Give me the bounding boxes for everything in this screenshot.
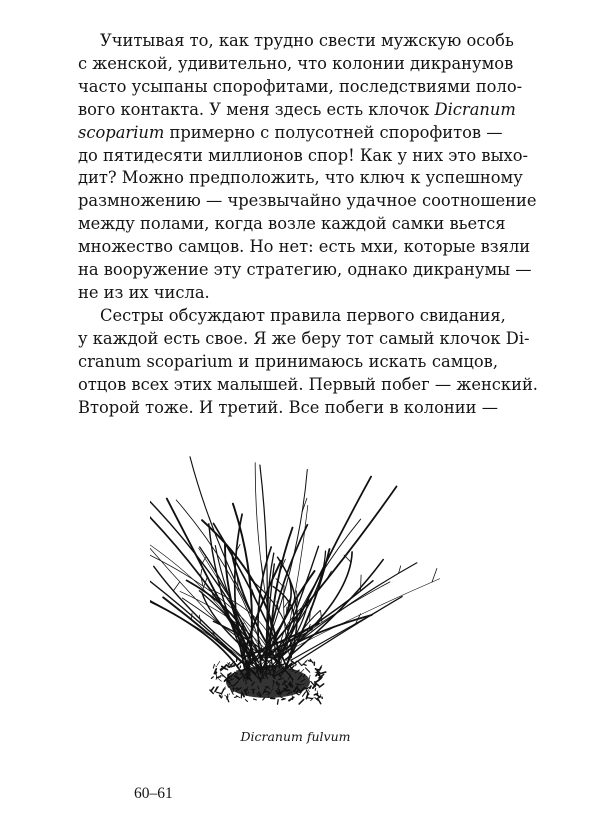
text-line: cranum scoparium и принимаюсь искать самцов, (78, 351, 498, 371)
text-line: множество самцов. Но нет: есть мхи, которые взяли (78, 237, 531, 257)
text-span: вого контакта. У меня здесь есть клочок (78, 99, 435, 119)
text-line: отцов всех этих малышей. Первый побег — женский. (78, 374, 538, 394)
text-line: у каждой есть свое. Я же беру тот самый клочок Di- (78, 328, 530, 348)
text-line: не из их числа. (78, 282, 210, 302)
text-line: с женской, удивительно, что колонии дикранумов (78, 53, 514, 73)
text-line (78, 122, 503, 145)
latin-name: scoparium (78, 122, 165, 142)
text-line: размножению — чрезвычайно удачное соотношение (78, 191, 537, 211)
text-line: часто усыпаны спорофитами, последствиями поло- (78, 76, 523, 96)
text-span: примерно с полусотней спорофитов — (164, 122, 503, 142)
latin-name: Dicranum (434, 99, 516, 119)
text-line: между полами, когда возле каждой самки вьется (78, 214, 506, 234)
text-line (78, 99, 516, 122)
text-line: на вооружение эту стратегию, однако дикранумы — (78, 260, 532, 280)
text-line: дит? Можно предположить, что ключ к успешному (78, 168, 523, 188)
moss-illustration (150, 448, 440, 720)
text-line: Второй тоже. И третий. Все побеги в колонии — (78, 397, 498, 417)
text-line: до пятидесяти миллионов спор! Как у них это выхо- (78, 145, 529, 165)
body-text (78, 30, 538, 419)
moss-icon (150, 448, 440, 720)
text-line: Учитывая то, как трудно свести мужскую особь (100, 31, 514, 50)
figure-caption: Dicranum fulvum (240, 729, 351, 744)
text-line: Сестры обсуждают правила первого свидания, (100, 305, 506, 325)
page-number: 60–61 (134, 785, 173, 802)
